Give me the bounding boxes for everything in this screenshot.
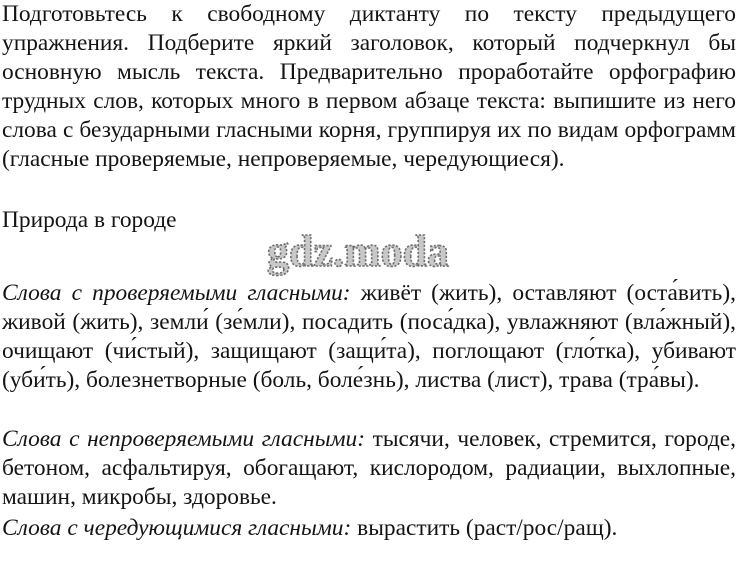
- alternating-vowels-paragraph: [2, 514, 736, 543]
- alternating-vowels-words: вырастить (раст/рос/ращ).: [351, 515, 618, 541]
- watermark-text: gdz.moda: [266, 227, 450, 276]
- checked-vowels-paragraph: [2, 279, 736, 395]
- unchecked-vowels-paragraph: [2, 425, 736, 512]
- checked-vowels-label: Слова с проверяемыми гласными:: [2, 280, 351, 306]
- text-title: Природа в городе: [2, 207, 177, 233]
- checked-vowels-words: живёт (жить), оставляют (оста́вить), живой (жить), земли́ (зе́мли), посадить (поса́дка), увлажняют (вла́жный), очищают (чи́стый), защищают (защи́та), поглощают (гло́тка), убивают (уби́ть), болезнетворные (боль, боле́знь), листва (лист), трава (тра́вы).: [2, 280, 736, 393]
- unchecked-vowels-words: тысячи, человек, стремится, городе, бетоном, асфальтируя, обогащают, кислородом, радиации, выхлопные, машин, микробы, здоровье.: [2, 426, 736, 510]
- task-instructions: Подготовьтесь к свободному диктанту по тексту предыдущего упражнения. Подберите яркий заголовок, который подчеркнул бы основную мысль текста. Предварительно проработайте орфографию трудных слов, которых много в первом абзаце текста: выпишите из него слова с безударными гласными корня, группируя их по видам орфограмм (гласные проверяемые, непроверяемые, чередующиеся).: [2, 1, 736, 172]
- alternating-vowels-label: Слова с чередующимися гласными:: [2, 515, 352, 541]
- unchecked-vowels-label: Слова с непроверяемыми гласными:: [2, 426, 365, 452]
- watermark-logo: [253, 227, 463, 276]
